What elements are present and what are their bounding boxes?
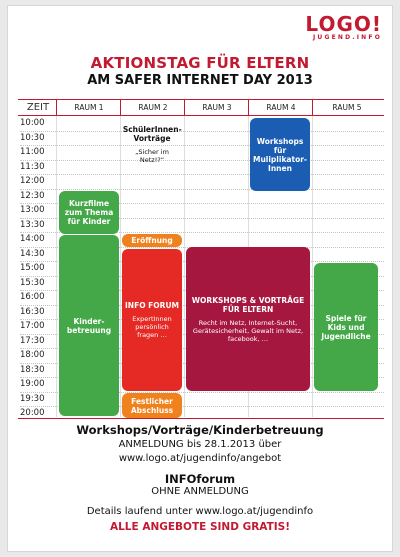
time-label: 19:00	[20, 379, 45, 389]
event-sub: Recht im Netz, Internet-Sucht, Gerätesicherheit, Gewalt im Netz, facebook, …	[192, 318, 304, 343]
time-label: 16:30	[20, 306, 45, 317]
event-title: Workshops für Muliplikator-Innen	[252, 136, 308, 173]
header-raum-3: RAUM 3	[184, 100, 249, 115]
time-label: 17:00	[20, 321, 45, 331]
time-label: 11:00	[20, 147, 45, 157]
time-label: 18:30	[20, 364, 45, 375]
header-bottom-rule	[18, 115, 384, 116]
time-label: 13:30	[20, 219, 45, 230]
grid-bottom-rule	[18, 418, 384, 419]
logo-main: LOGO!	[305, 12, 382, 36]
event-schuelerinnen-vortraege	[122, 117, 182, 187]
time-label: 18:00	[20, 350, 45, 360]
footer-anmeldung: ANMELDUNG bis 28.1.2013 über	[118, 439, 282, 450]
time-rule	[20, 160, 384, 161]
event-workshops-multiplikatoren	[250, 118, 310, 191]
header-raum-2: RAUM 2	[120, 100, 185, 115]
time-rule	[20, 189, 384, 190]
event-title: Kurzfilme zum Thema für Kinder	[64, 199, 114, 226]
event-title: Eröffnung	[131, 236, 173, 245]
time-label: 12:30	[20, 190, 45, 201]
time-label: 19:30	[20, 393, 45, 404]
time-label: 12:00	[20, 176, 45, 186]
column-divider	[184, 116, 185, 417]
title-line-1: AKTIONSTAG FÜR ELTERN	[90, 54, 310, 72]
header-raum-1: RAUM 1	[56, 100, 121, 115]
time-rule	[20, 174, 384, 175]
event-festlicher-abschluss	[122, 393, 182, 418]
time-label: 20:00	[20, 408, 45, 418]
event-title: Festlicher Abschluss	[130, 396, 174, 415]
time-label: 15:30	[20, 277, 45, 288]
event-spiele	[314, 263, 378, 391]
footer-url-angebot: www.logo.at/jugendinfo/angebot	[118, 453, 282, 464]
event-eroeffnung	[122, 234, 182, 247]
event-title: INFO FORUM	[125, 301, 180, 310]
event-title: Kinder-betreuung	[66, 316, 112, 335]
event-sub: ExpertInnen persönlich fragen …	[132, 315, 172, 339]
time-label: 17:30	[20, 335, 45, 346]
title-line-2: AM SAFER INTERNET DAY 2013	[87, 73, 313, 88]
time-label: 10:00	[20, 118, 45, 128]
event-kinderbetreuung	[59, 235, 119, 416]
footer-gratis: ALLE ANGEBOTE SIND GRATIS!	[109, 521, 291, 533]
logo-sub: JUGEND.INFO	[312, 34, 382, 41]
time-label: 11:30	[20, 161, 45, 172]
time-label: 16:00	[20, 292, 45, 302]
event-kurzfilme	[59, 191, 119, 234]
column-divider	[312, 116, 313, 417]
time-label: 14:30	[20, 248, 45, 259]
event-title: Spiele für Kids und Jugendliche	[321, 313, 371, 341]
time-label: 10:30	[20, 132, 45, 143]
logo	[305, 14, 382, 42]
schedule-grid	[8, 95, 392, 420]
column-divider	[120, 116, 121, 417]
footer-details: Details laufend unter www.logo.at/jugendinfo	[86, 506, 314, 517]
header-zeit: ZEIT	[26, 102, 50, 113]
footer-ohne-anmeldung: OHNE ANMELDUNG	[151, 486, 249, 497]
poster	[8, 6, 392, 551]
event-workshops-eltern	[186, 247, 310, 391]
time-label: 15:00	[20, 263, 45, 273]
header-raum-4: RAUM 4	[248, 100, 313, 115]
header-raum-5: RAUM 5	[312, 100, 381, 115]
event-title: SchülerInnen-Vorträge	[122, 125, 182, 143]
time-rule	[20, 145, 384, 146]
footer-workshops-heading: Workshops/Vorträge/Kinderbetreuung	[76, 423, 324, 437]
time-label: 13:00	[20, 205, 45, 215]
time-label: 14:00	[20, 234, 45, 244]
event-sub: „Sicher im Netz!?“	[135, 148, 169, 164]
column-divider	[56, 116, 57, 417]
event-title: WORKSHOPS & VORTRÄGE FÜR ELTERN	[191, 295, 305, 314]
time-rule	[20, 131, 384, 132]
footer-infoforum-heading: INFOforum	[164, 472, 236, 486]
event-infoforum	[122, 249, 182, 391]
